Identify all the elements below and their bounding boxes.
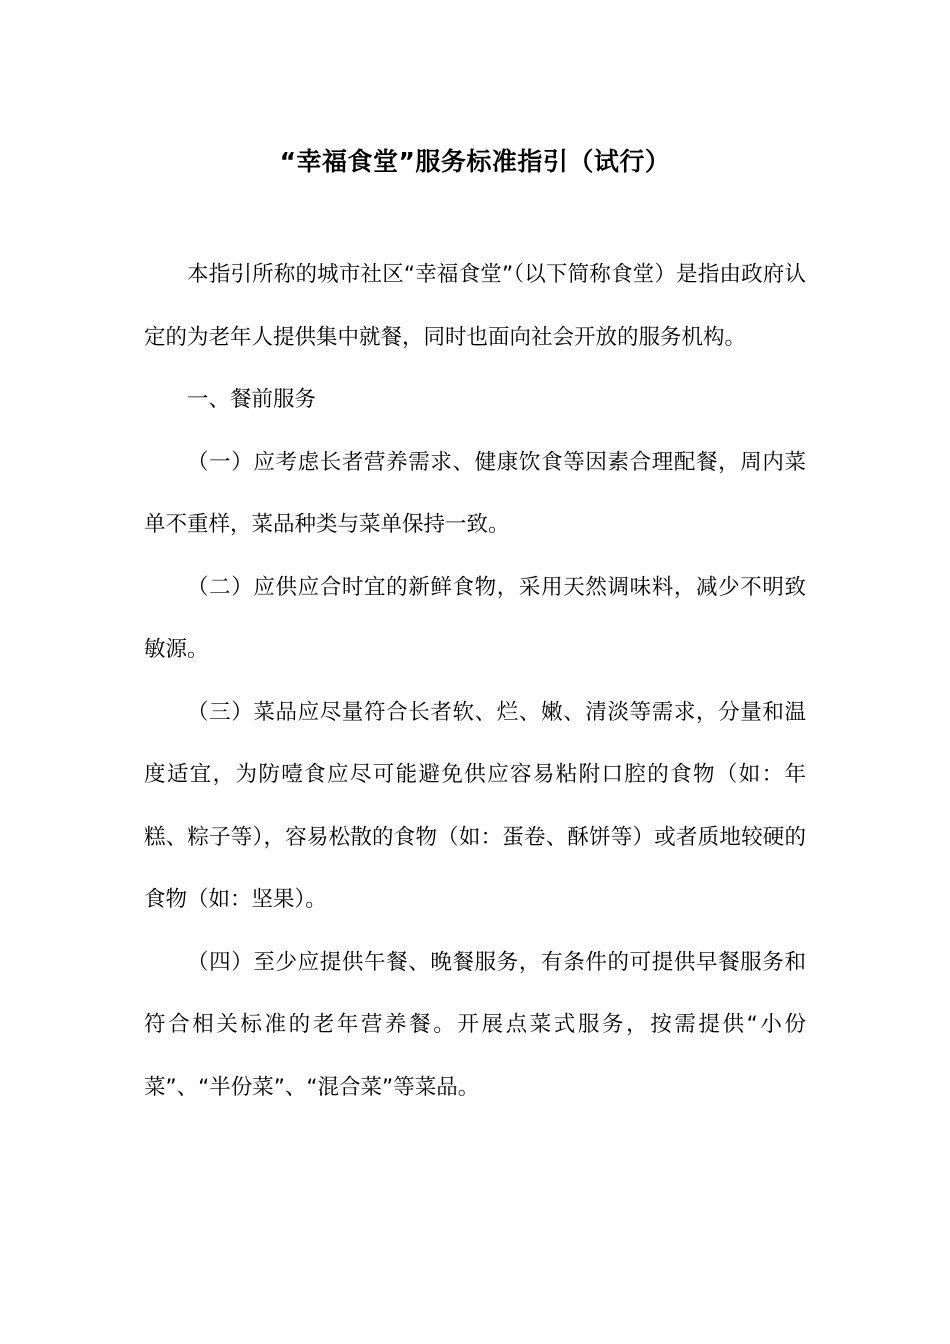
intro-paragraph: 本指引所称的城市社区“幸福食堂”（以下简称食堂）是指由政府认定的为老年人提供集中就餐，同时也面向社会开放的服务机构。 bbox=[144, 262, 806, 350]
list-item-3: （三）菜品应尽量符合长者软、烂、嫩、清淡等需求，分量和温度适宜，为防噎食应尽可能避免供应容易粘附口腔的食物（如：年糕、粽子等），容易松散的食物（如：蛋卷、酥饼等）或者质地较硬的食物（如：坚果）。 bbox=[144, 699, 806, 912]
list-item-4: （四）至少应提供午餐、晚餐服务，有条件的可提供早餐服务和符合相关标准的老年营养餐。开展点菜式服务，按需提供“小份菜”、“半份菜”、“混合菜”等菜品。 bbox=[144, 949, 806, 1100]
document-body bbox=[144, 244, 806, 1119]
document-title: “幸福食堂”服务标准指引（试行） bbox=[279, 147, 671, 176]
list-item-1: （一）应考虑长者营养需求、健康饮食等因素合理配餐，周内菜单不重样，菜品种类与菜单保持一致。 bbox=[144, 449, 806, 537]
section-heading-pre-meal-service: 一、餐前服务 bbox=[187, 387, 317, 412]
list-item-2: （二）应供应合时宜的新鲜食物，采用天然调味料，减少不明致敏源。 bbox=[144, 574, 806, 662]
